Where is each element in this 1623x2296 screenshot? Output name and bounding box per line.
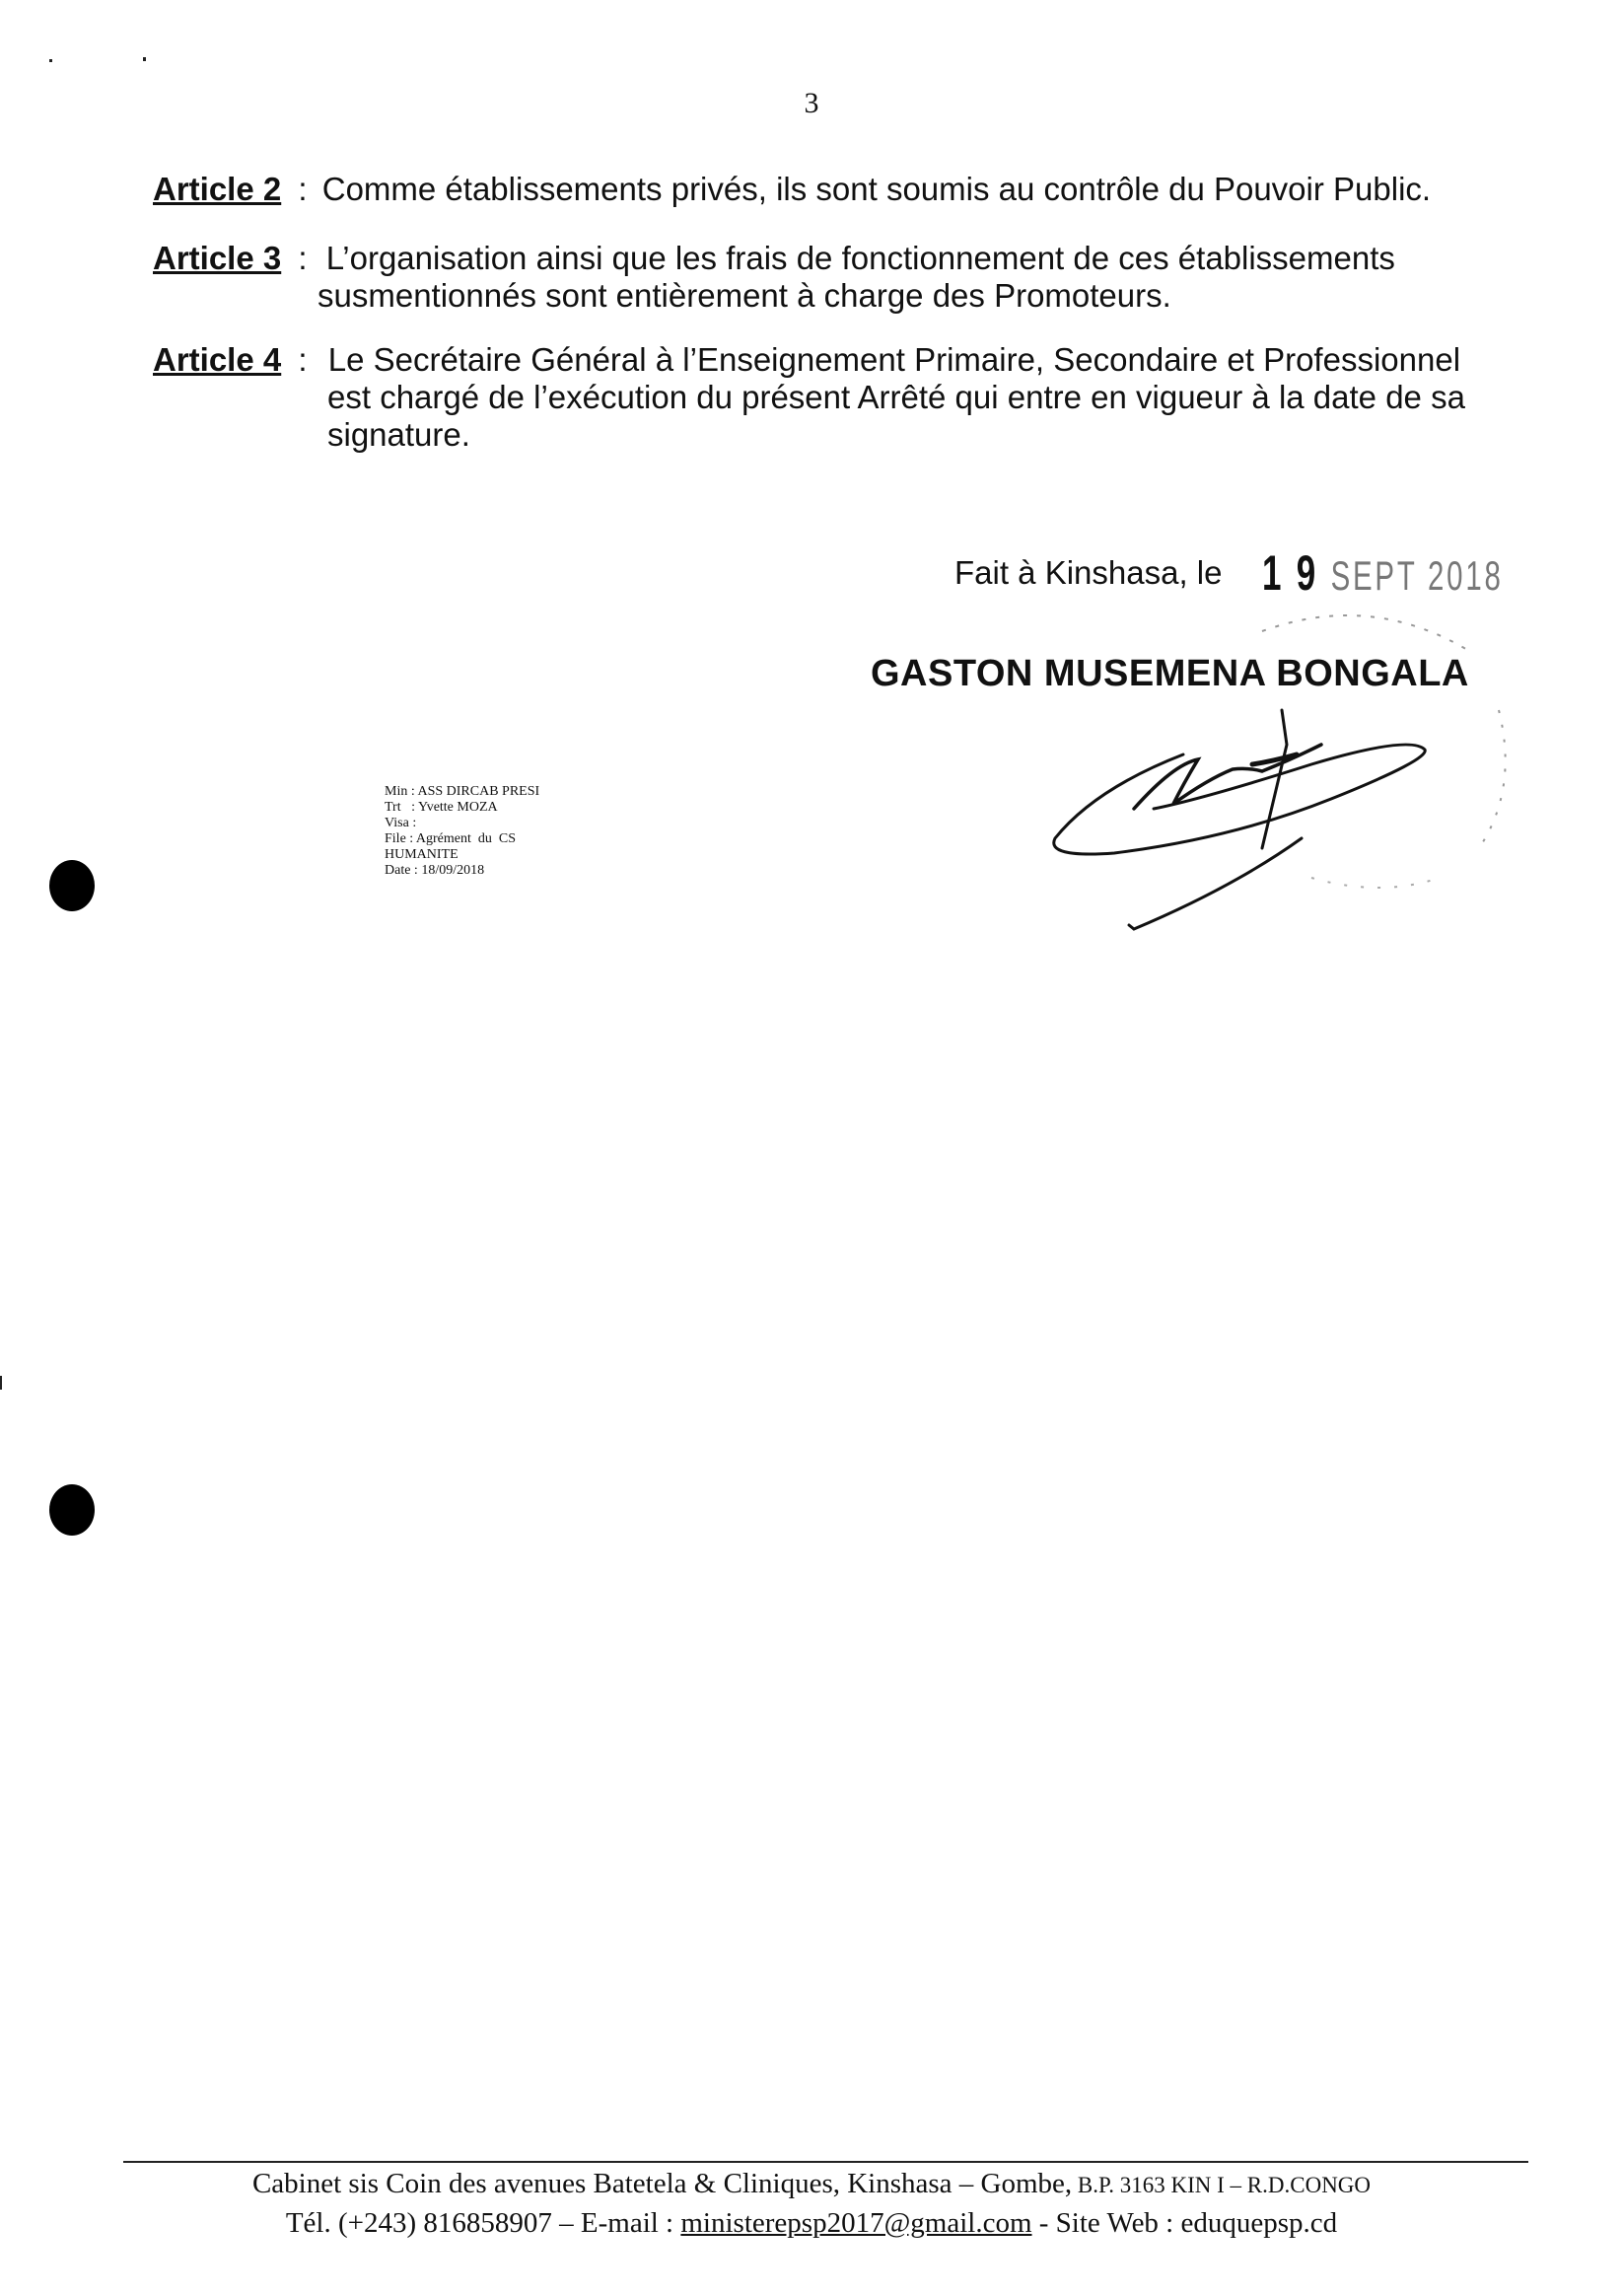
punch-hole [49,1484,95,1536]
punch-hole [49,860,95,911]
ref-trt: Trt : Yvette MOZA [385,800,498,815]
article-2-label: Article 2 [153,171,282,207]
ref-file-2: HUMANITE [385,847,459,862]
article-4-line-1: Le Secrétaire Général à l’Enseignement Primaire, Secondaire et Professionnel [327,341,1461,378]
footer-email-link[interactable]: ministerepsp2017@gmail.com [680,2207,1032,2239]
article-3-sep: : [298,240,308,276]
footer-divider [123,2161,1528,2163]
article-3-line-2: susmentionnés sont entièrement à charge des Promoteurs. [318,277,1171,314]
article-2-text: Comme établissements privés, ils sont soumis au contrôle du Pouvoir Public. [321,171,1432,207]
footer-address [0,2168,1623,2200]
article-4-label: Article 4 [153,341,282,378]
footer-contact [0,2207,1623,2240]
ref-file: File : Agrément du CS [385,831,516,846]
ref-date: Date : 18/09/2018 [385,863,485,878]
signer-name: GASTON MUSEMENA BONGALA [871,653,1469,694]
date-stamp-month-year: SEPT 2018 [1330,552,1504,599]
article-4 [153,341,1533,378]
article-3-label: Article 3 [153,240,282,276]
article-4-line-3: signature. [327,416,470,453]
footer-address-po: B.P. 3163 KIN I – R.D.CONGO [1072,2173,1372,2197]
ref-visa: Visa : [385,816,417,830]
scan-speck [143,57,146,61]
article-4-sep: : [298,341,308,378]
scan-speck [0,1376,2,1390]
reference-block [385,784,539,879]
handwritten-signature [1035,690,1449,947]
page-number: 3 [804,87,819,119]
article-3 [153,240,1533,276]
article-3-line-1: L’organisation ainsi que les frais de fonctionnement de ces établissements [325,240,1395,276]
footer-website: - Site Web : eduquepsp.cd [1031,2207,1338,2239]
article-2-sep: : [298,171,308,207]
place-date-label: Fait à Kinshasa, le [954,554,1223,591]
footer-address-main: Cabinet sis Coin des avenues Batetela & Cliniques, Kinshasa – Gombe, [251,2168,1073,2199]
ref-min: Min : ASS DIRCAB PRESI [385,784,540,799]
footer-tel: Tél. (+243) 816858907 – E-mail : [285,2207,681,2239]
article-2 [153,171,1533,207]
article-4-line-2: est chargé de l’exécution du présent Arrêté qui entre en vigueur à la date de sa [327,379,1465,415]
date-stamp-day: 1 9 [1262,545,1319,601]
scan-speck [49,59,52,62]
